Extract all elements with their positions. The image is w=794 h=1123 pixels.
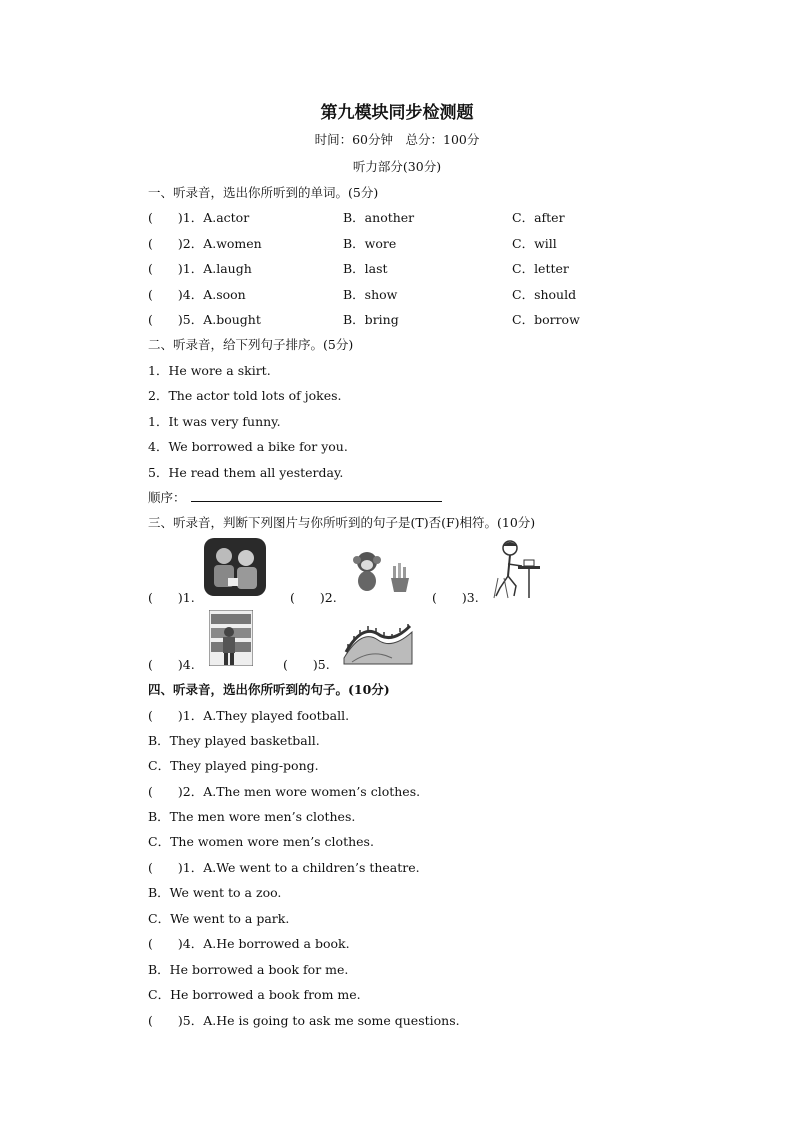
- s4-q5-option-a: ( )5．A.He is going to ask me some questions.: [148, 1013, 460, 1028]
- picture-4-library-shelves: [209, 610, 253, 666]
- s1-q3-option-a: ( )1．A.laugh: [148, 261, 252, 276]
- s1-q4-option-a: ( )4．A.soon: [148, 287, 246, 302]
- s4-q2-option-b: B．The men wore men’s clothes.: [148, 809, 356, 824]
- s4-q2-option-a: ( )2．A.The men wore women’s clothes.: [148, 784, 421, 799]
- s4-q4-option-c: C．He borrowed a book from me.: [148, 987, 361, 1002]
- s1-q1-option-c: C．after: [512, 210, 565, 225]
- order-label: 顺序：: [148, 490, 186, 505]
- s4-q2-option-c: C．The women wore men’s clothes.: [148, 834, 374, 849]
- s1-q5-option-b: B．bring: [343, 312, 399, 327]
- picture-1-cinema-audience: [204, 538, 266, 596]
- time-and-score: 时间：60分钟 总分：100分: [314, 132, 480, 147]
- s4-q4-option-a: ( )4．A.He borrowed a book.: [148, 936, 350, 951]
- s2-sentence-4: 4．We borrowed a bike for you.: [148, 439, 348, 454]
- s2-sentence-2: 2．The actor told lots of jokes.: [148, 388, 342, 403]
- s4-q1-option-a: ( )1．A.They played football.: [148, 708, 350, 723]
- s1-q2-option-c: C．will: [512, 236, 557, 251]
- s1-q4-option-c: C．should: [512, 287, 577, 302]
- section1-heading: 一、听录音，选出你所听到的单词。(5分): [148, 185, 379, 200]
- s4-q3-option-c: C．We went to a park.: [148, 911, 290, 926]
- s1-q3-option-b: B．last: [343, 261, 388, 276]
- s1-q2-option-a: ( )2．A.women: [148, 236, 262, 251]
- s4-q4-option-b: B．He borrowed a book for me.: [148, 962, 349, 977]
- page-title: 第九模块同步检测题: [320, 103, 474, 123]
- s1-q1-option-b: B．another: [343, 210, 415, 225]
- s2-sentence-5: 5．He read them all yesterday.: [148, 465, 344, 480]
- picture-2-monkey-and-chips: [351, 548, 413, 593]
- picture-5-great-wall: [342, 618, 414, 666]
- s4-q1-option-b: B．They played basketball.: [148, 733, 320, 748]
- section3-heading: 三、听录音，判断下列图片与你所听到的句子是(T)否(F)相符。(10分): [148, 515, 536, 530]
- s4-q3-option-b: B．We went to a zoo.: [148, 885, 282, 900]
- section2-heading: 二、听录音，给下列句子排序。(5分): [148, 337, 354, 352]
- picture-3-girl-at-table: [488, 538, 546, 600]
- s2-sentence-3: 1．It was very funny.: [148, 414, 281, 429]
- s1-q3-option-c: C．letter: [512, 261, 569, 276]
- s3-item-4: ( )4.: [148, 657, 195, 672]
- s1-q5-option-a: ( )5．A.bought: [148, 312, 261, 327]
- s3-item-1: ( )1.: [148, 590, 195, 605]
- s3-item-5: ( )5.: [283, 657, 330, 672]
- s3-item-2: ( )2.: [290, 590, 337, 605]
- s2-sentence-1: 1．He wore a skirt.: [148, 363, 271, 378]
- s4-q1-option-c: C．They played ping-pong.: [148, 758, 319, 773]
- s1-q5-option-c: C．borrow: [512, 312, 580, 327]
- section4-heading: 四、听录音，选出你所听到的句子。(10分): [148, 682, 390, 697]
- s3-item-3: ( )3.: [432, 590, 479, 605]
- s1-q4-option-b: B．show: [343, 287, 398, 302]
- s4-q3-option-a: ( )1．A.We went to a children’s theatre.: [148, 860, 420, 875]
- s1-q2-option-b: B．wore: [343, 236, 397, 251]
- order-answer-line[interactable]: [191, 501, 442, 502]
- listening-part-label: 听力部分(30分): [352, 159, 442, 174]
- s1-q1-option-a: ( )1．A.actor: [148, 210, 250, 225]
